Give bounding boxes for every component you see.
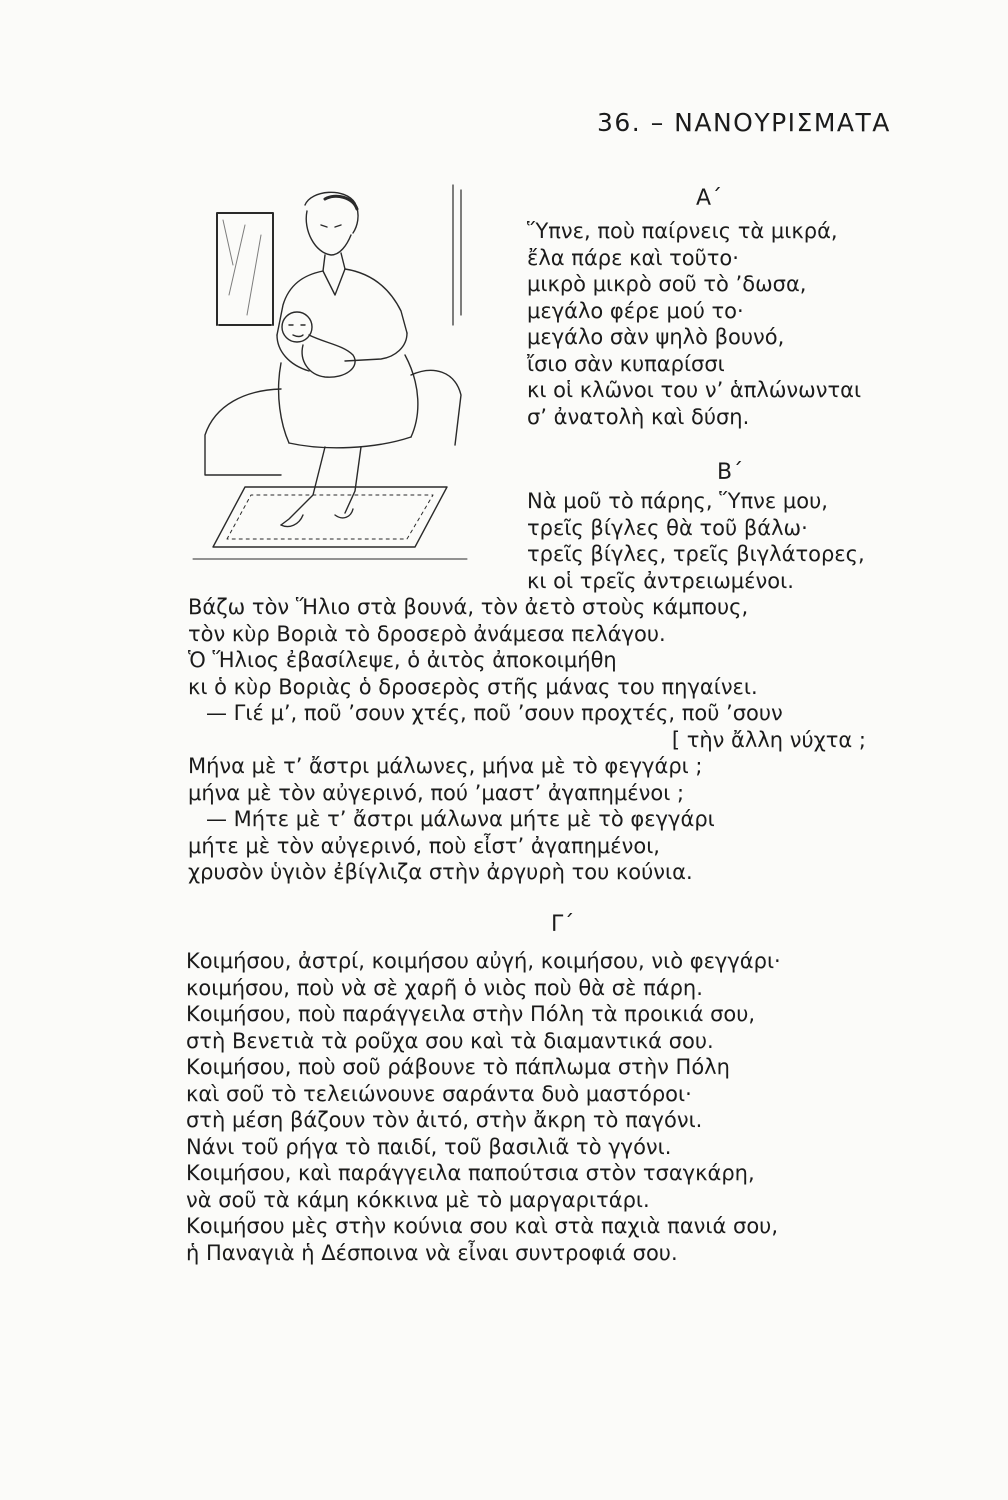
verse-line: Νὰ μοῦ τὸ πάρης, Ὕπνε μου, (527, 489, 828, 513)
verse-line: στὴ μέση βάζουν τὸν ἀιτό, στὴν ἄκρη τὸ παγόνι. (186, 1108, 703, 1132)
verse-line: καὶ σοῦ τὸ τελειώνουνε σαράντα δυὸ μαστόροι· (186, 1081, 692, 1106)
stanza-c (186, 948, 781, 1266)
verse-line: Ὁ Ἥλιος ἐβασίλεψε, ὁ ἀιτὸς ἀποκοιμήθη (188, 648, 617, 672)
verse-line: Κοιμήσου, καὶ παράγγειλα παπούτσια στὸν τσαγκάρη, (186, 1161, 755, 1185)
verse-line: μεγάλο σὰν ψηλὸ βουνό, (527, 325, 785, 349)
verse-line: κι ὁ κὺρ Βοριὰς ὁ δροσερὸς στῆς μάνας του πηγαίνει. (188, 674, 758, 699)
verse-line: Ὕπνε, ποὺ παίρνεις τὰ μικρά, (527, 219, 838, 243)
verse-line: σ’ ἀνατολὴ καὶ δύση. (527, 404, 750, 429)
verse-line: ἔλα πάρε καὶ τοῦτο· (527, 245, 739, 270)
verse-line: ἡ Παναγιὰ ἡ Δέσποινα νὰ εἶναι συντροφιά σου. (186, 1240, 678, 1265)
section-mark-b: Β΄ (717, 460, 744, 485)
verse-line: νὰ σοῦ τὰ κάμη κόκκινα μὲ τὸ μαργαριτάρι. (186, 1187, 650, 1212)
verse-line: Μήνα μὲ τ’ ἄστρι μάλωνες, μήνα μὲ τὸ φεγγάρι ; (188, 754, 703, 778)
verse-line-continuation: [ τὴν ἄλλη νύχτα ; (671, 727, 866, 752)
verse-line: Κοιμήσου, ποὺ παράγγειλα στὴν Πόλη τὰ προικιά σου, (186, 1002, 756, 1026)
verse-line: Βάζω τὸν Ἥλιο στὰ βουνά, τὸν ἀετὸ στοὺς κάμπους, (188, 595, 749, 619)
stanza-b-indented (527, 488, 865, 594)
verse-line: Κοιμήσου, ποὺ σοῦ ράβουνε τὸ πάπλωμα στὴν Πόλη (186, 1055, 730, 1079)
verse-line: χρυσὸν ὑγιὸν ἐβίγλιζα στὴν ἀργυρὴ του κούνια. (188, 860, 693, 884)
mother-with-baby-illustration (185, 175, 475, 560)
verse-line: κι οἱ τρεῖς ἀντρειωμένοι. (527, 568, 794, 593)
stanza-b-full (188, 594, 888, 886)
verse-line: τρεῖς βίγλες, τρεῖς βιγλάτορες, (527, 542, 865, 566)
verse-line: — Μήτε μὲ τ’ ἄστρι μάλωνα μήτε μὲ τὸ φεγγάρι (206, 807, 715, 831)
stanza-a (527, 218, 861, 430)
verse-line: — Γιέ μ’, ποῦ ’σουν χτές, ποῦ ’σουν προχτές, ποῦ ’σουν (206, 701, 783, 725)
section-mark-a: Α΄ (696, 186, 723, 211)
verse-line: κοιμήσου, ποὺ νὰ σὲ χαρῆ ὁ νιὸς ποὺ θὰ σὲ πάρη. (186, 975, 703, 1000)
verse-line: ἴσιο σὰν κυπαρίσσι (527, 351, 725, 376)
verse-line: μήνα μὲ τὸν αὐγερινό, πού ’μαστ’ ἀγαπημένοι ; (188, 780, 685, 805)
verse-line: τὸν κὺρ Βοριὰ τὸ δροσερὸ ἀνάμεσα πελάγου. (188, 621, 666, 646)
page-title: 36. – ΝΑΝΟΥΡΙΣΜΑΤΑ (597, 108, 891, 137)
verse-line: μήτε μὲ τὸν αὐγερινό, ποὺ εἶστ’ ἀγαπημένοι, (188, 833, 660, 858)
verse-line: Κοιμήσου, ἀστρί, κοιμήσου αὐγή, κοιμήσου, νιὸ φεγγάρι· (186, 949, 781, 973)
verse-line: στὴ Βενετιὰ τὰ ροῦχα σου καὶ τὰ διαμαντικά σου. (186, 1028, 714, 1053)
verse-line: Νάνι τοῦ ρήγα τὸ παιδί, τοῦ βασιλιᾶ τὸ γγόνι. (186, 1134, 672, 1159)
verse-line: τρεῖς βίγλες θὰ τοῦ βάλω· (527, 515, 808, 540)
verse-line: κι οἱ κλῶνοι του ν’ ἁπλώνωνται (527, 378, 862, 402)
section-mark-c: Γ΄ (551, 912, 575, 937)
verse-line: Κοιμήσου μὲς στὴν κούνια σου καὶ στὰ παχιὰ πανιά σου, (186, 1214, 779, 1238)
verse-line: μικρὸ μικρὸ σοῦ τὸ ’δωσα, (527, 272, 807, 296)
verse-line: μεγάλο φέρε μού το· (527, 298, 744, 323)
